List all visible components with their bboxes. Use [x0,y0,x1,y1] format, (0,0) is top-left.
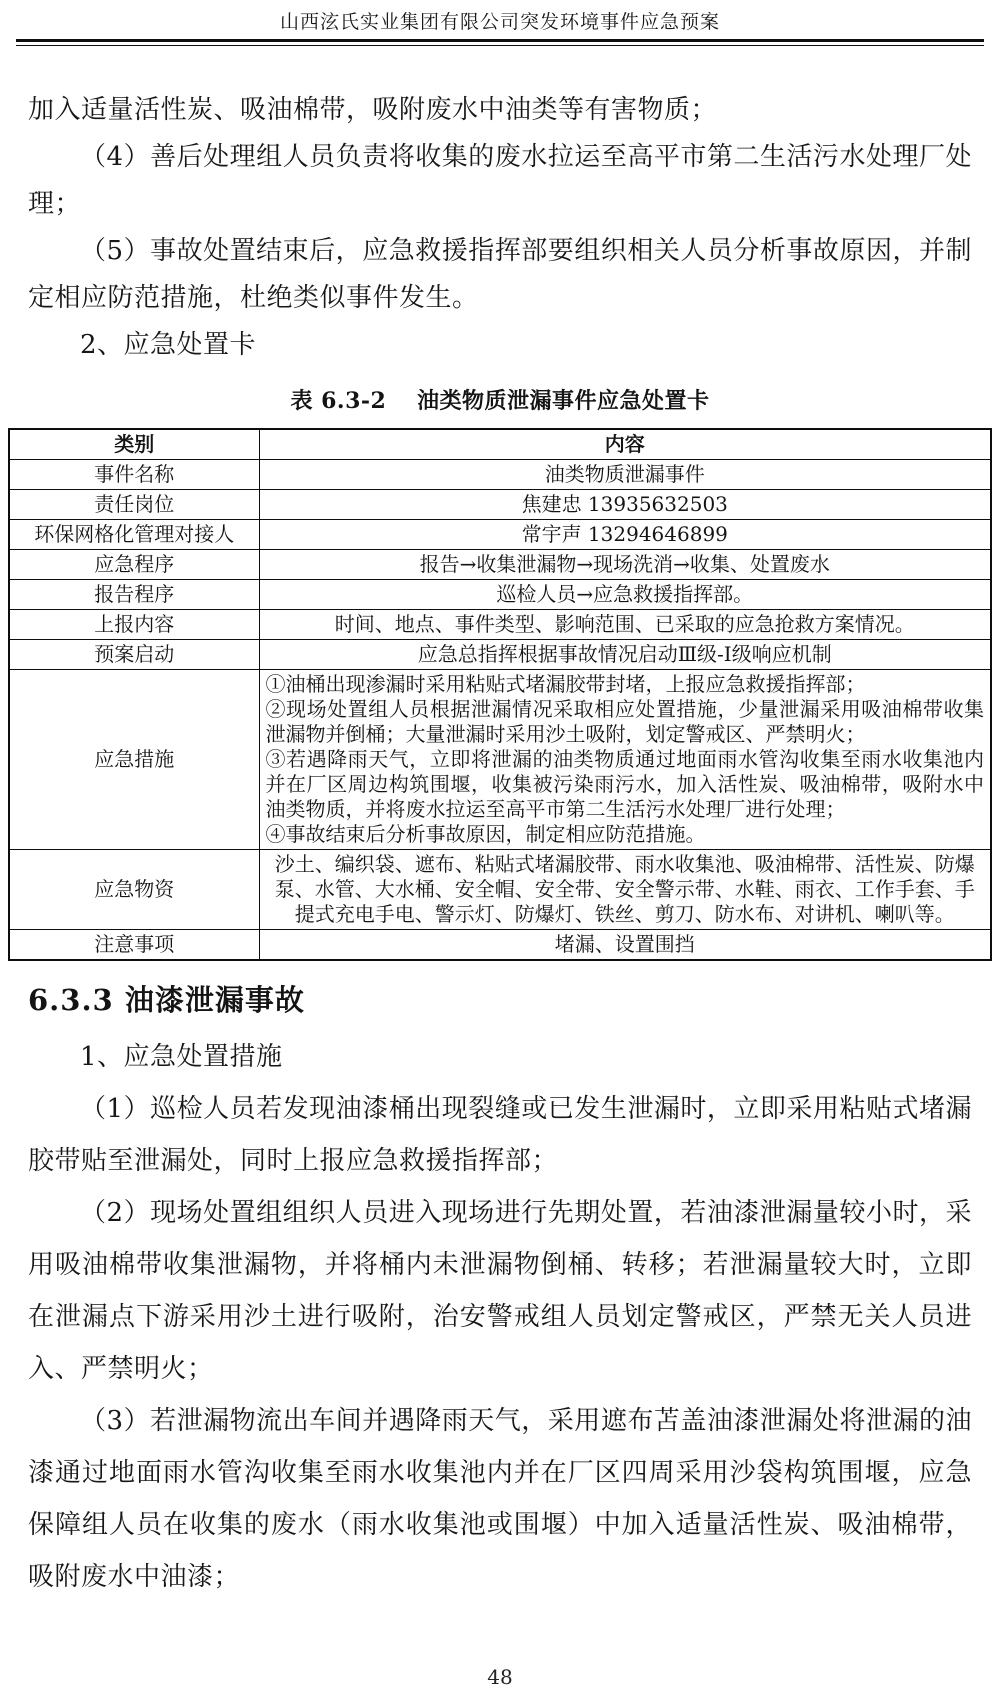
row-content: 报告→收集泄漏物→现场洗消→收集、处置废水 [259,550,991,580]
column-header-category: 类别 [9,429,259,460]
table-header-row [9,429,991,460]
page-body [28,87,984,1603]
table-row-emergency-measures [9,670,991,850]
row-label: 环保网格化管理对接人 [9,520,259,550]
row-content-measures [259,670,991,850]
table-row-emergency-supplies [9,850,991,930]
paint-measure-item-1: （1）巡检人员若发现油漆桶出现裂缝或已发生泄漏时，立即采用粘贴式堵漏胶带贴至泄漏处，同时上报应急救援指挥部； [28,1094,972,1176]
measure-item-2: ②现场处置组人员根据泄漏情况采取相应处置措施，少量泄漏采用吸油棉带收集泄漏物并倒桶；大量泄漏时采用沙土吸附，划定警戒区、严禁明火； [265,697,984,746]
row-label: 责任岗位 [9,490,259,520]
table-row-report-procedure [9,580,991,610]
row-content: 油类物质泄漏事件 [259,460,991,490]
row-label: 上报内容 [9,610,259,640]
row-label: 应急物资 [9,850,259,930]
page-number: 48 [487,1665,513,1689]
row-label: 应急措施 [9,670,259,850]
table-row-emergency-procedure [9,550,991,580]
response-card-table [8,428,992,961]
row-content: 堵漏、设置围挡 [259,930,991,961]
column-header-content: 内容 [259,429,991,460]
table-row-responsible-post [9,490,991,520]
header-divider [16,39,984,46]
measure-item-3: ③若遇降雨天气，立即将泄漏的油类物质通过地面雨水管沟收集至雨水收集池内并在厂区周边构筑围堰，收集被污染雨污水，加入活性炭、吸油棉带，吸附水中油类物质，并将废水拉运至高平市第二生活污水处理厂进行处理； [265,747,984,821]
row-content: 应急总指挥根据事故情况启动Ⅲ级-Ⅰ级响应机制 [259,640,991,670]
row-label: 注意事项 [9,930,259,961]
paint-measure-item-2: （2）现场处置组组织人员进入现场进行先期处置，若油漆泄漏量较小时，采用吸油棉带收集泄漏物，并将桶内未泄漏物倒桶、转移；若泄漏量较大时，立即在泄漏点下游采用沙土进行吸附，治安警戒组人员划定警戒区，严禁无关人员进入、严禁明火； [28,1198,972,1384]
measure-item-1: ①油桶出现渗漏时采用粘贴式堵漏胶带封堵，上报应急救援指挥部； [265,672,866,696]
table-row-report-content [9,610,991,640]
table-row-notes [9,930,991,961]
table-row-grid-contact [9,520,991,550]
measure-item-4: ④事故结束后分析事故原因，制定相应防范措施。 [265,822,706,846]
row-content: 时间、地点、事件类型、影响范围、已采取的应急抢救方案情况。 [259,610,991,640]
card-sub-heading: 2、应急处置卡 [80,330,257,360]
measures-list-heading: 1、应急处置措施 [80,1042,283,1072]
row-label: 事件名称 [9,460,259,490]
row-label: 应急程序 [9,550,259,580]
section-heading-6-3-3: 6.3.3 油漆泄漏事故 [28,983,305,1017]
row-content: 焦建忠 13935632503 [259,490,991,520]
table-caption: 表 6.3-2 油类物质泄漏事件应急处置卡 [290,388,710,414]
row-label: 预案启动 [9,640,259,670]
table-row-event-name [9,460,991,490]
paragraph-item-5: （5）事故处置结束后，应急救援指挥部要组织相关人员分析事故原因，并制定相应防范措施，杜绝类似事件发生。 [28,236,972,313]
page-header [0,0,1000,46]
row-content: 巡检人员→应急救援指挥部。 [259,580,991,610]
section-paragraphs [28,1031,972,1603]
row-content: 常宇声 13294646899 [259,520,991,550]
table-row-plan-activation [9,640,991,670]
row-label: 报告程序 [9,580,259,610]
paragraph-continuation: 加入适量活性炭、吸油棉带，吸附废水中油类等有害物质； [28,95,718,125]
document-title: 山西泫氏实业集团有限公司突发环境事件应急预案 [279,11,720,33]
row-content-supplies: 沙土、编织袋、遮布、粘贴式堵漏胶带、雨水收集池、吸油棉带、活性炭、防爆泵、水管、大水桶、安全帽、安全带、安全警示带、水鞋、雨衣、工作手套、手提式充电手电、警示灯、防爆灯、铁丝、剪刀、防水布、对讲机、喇叭等。 [259,850,991,930]
paragraph-item-4: （4）善后处理组人员负责将收集的废水拉运至高平市第二生活污水处理厂处理； [28,142,972,219]
paint-measure-item-3: （3）若泄漏物流出车间并遇降雨天气，采用遮布苫盖油漆泄漏处将泄漏的油漆通过地面雨水管沟收集至雨水收集池内并在厂区四周采用沙袋构筑围堰，应急保障组人员在收集的废水（雨水收集池或围堰）中加入适量活性炭、吸油棉带，吸附废水中油漆； [28,1406,972,1592]
